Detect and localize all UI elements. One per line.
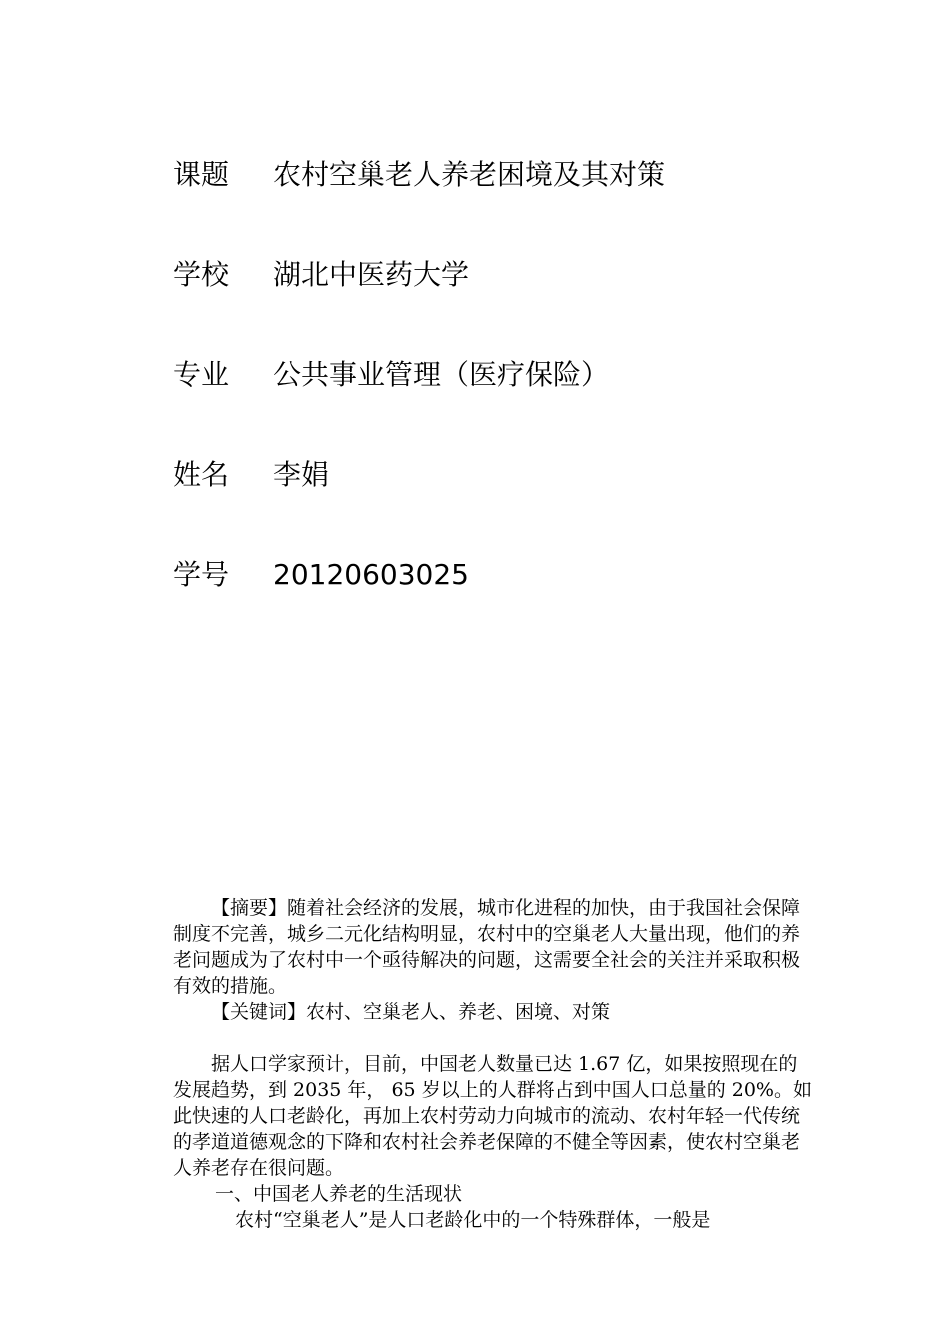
cover-major-row [173,355,609,395]
cover-id-row [173,555,469,595]
section-one-heading: 一、中国老人养老的生活现状 [215,1183,463,1205]
cover-topic-row [173,155,665,195]
school-value: 湖北中医药大学 [273,258,470,291]
topic-value: 农村空巢老人养老困境及其对策 [273,158,666,191]
abstract-paragraph: 【摘要】随着社会经济的发展，城市化进程的加快，由于我国社会保障制度不完善，城乡二元化结构明显，农村中的空巢老人大量出现，他们的养老问题成为了农村中一个亟待解决的问题，这需要全社会的关注并采取积极有效的措施。 [173,897,801,997]
id-value: 20120603025 [273,558,469,591]
topic-label: 课题 [173,158,230,191]
id-label: 学号 [173,558,230,591]
cover-name-row [173,455,329,495]
major-value: 公共事业管理（医疗保险） [273,358,610,391]
name-label: 姓名 [173,458,230,491]
body-text [173,895,813,1233]
major-label: 专业 [173,358,230,391]
section-one-paragraph: 农村“空巢老人”是人口老龄化中的一个特殊群体，一般是 [235,1209,711,1231]
cover-school-row [173,255,469,295]
keywords-line: 【关键词】农村、空巢老人、养老、困境、对策 [211,1001,611,1023]
name-value: 李娟 [273,458,330,491]
paragraph-gap [173,1025,813,1051]
intro-paragraph: 据人口学家预计，目前，中国老人数量已达 1.67 亿，如果按照现在的发展趋势，到 2035 年， 65 岁以上的人群将占到中国人口总量的 20%。如此快速的人口老龄化，再加上农村劳动力向城市的流动、农村年轻一代传统的孝道道德观念的下降和农村社会养老保障的不健全等因素，使农村空巢老人养老存在很问题。 [173,1053,812,1179]
school-label: 学校 [173,258,230,291]
